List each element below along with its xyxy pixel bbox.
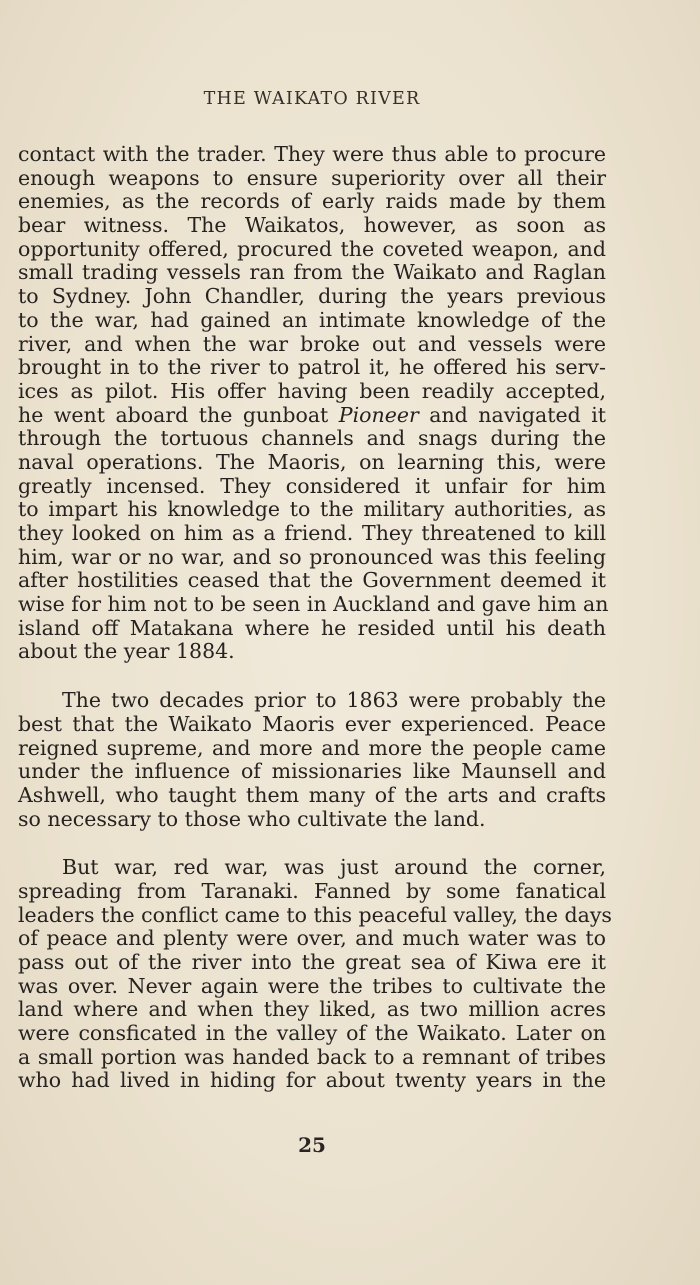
text-line: contact with the trader. They were thus able to procure	[18, 142, 606, 166]
paragraph-3	[18, 855, 612, 1093]
paragraph-gap	[18, 831, 606, 856]
text-line: to impart his knowledge to the military authorities, as	[18, 497, 606, 522]
ship-name: Pioneer	[338, 402, 419, 427]
text-line-first: The two decades prior to 1863 were probably the	[62, 688, 606, 713]
paragraph-2	[18, 689, 606, 831]
text-line-last: about the year 1884.	[18, 639, 235, 664]
text-line: island off Matakana where he resided until his death	[18, 615, 606, 640]
page-number: 25	[298, 1133, 326, 1157]
text-line-first: But war, red war, was just around the corner,	[62, 855, 606, 880]
text-line: bear witness. The Waikatos, however, as soon as	[18, 213, 606, 238]
text-line-last: so necessary to those who cultivate the land.	[18, 806, 486, 831]
text-line: to the war, had gained an intimate knowledge of the	[18, 307, 606, 332]
text-line: reigned supreme, and more and more the people came	[18, 735, 606, 760]
text-line: him, war or no war, and so pronounced was this feeling	[18, 544, 606, 569]
paragraph-1	[18, 142, 609, 664]
text-line: land where and when they liked, as two million acres	[18, 997, 606, 1022]
text-line: was over. Never again were the tribes to cultivate the	[18, 973, 606, 998]
text-line: a small portion was handed back to a remnant of tribes	[18, 1044, 606, 1069]
text-line: enemies, as the records of early raids made by them	[18, 189, 606, 214]
text-line: greatly incensed. They considered it unfair for him	[18, 473, 606, 498]
text-line: Ashwell, who taught them many of the arts and crafts	[18, 782, 606, 807]
text-line: through the tortuous channels and snags during the	[18, 426, 606, 451]
text-line: spreading from Taranaki. Fanned by some fanatical	[18, 878, 606, 903]
text-line: of peace and plenty were over, and much water was to	[18, 926, 606, 951]
text-line: naval operations. The Maoris, on learning this, were	[18, 449, 606, 474]
book-page	[18, 0, 612, 1285]
text-line: wise for him not to be seen in Auckland and gave him an	[18, 592, 609, 617]
text-line: to Sydney. John Chandler, during the years previous	[18, 284, 606, 309]
text-line-with-ship-name: he went aboard the gunboat Pioneer and navigated it	[18, 402, 606, 427]
text-line: river, and when the war broke out and vessels were	[18, 331, 606, 356]
text-line: best that the Waikato Maoris ever experienced. Peace	[18, 711, 606, 736]
text-line: who had lived in hiding for about twenty years in the	[18, 1068, 606, 1093]
text-line: brought in to the river to patrol it, he offered his serv-	[18, 355, 606, 380]
text-line: ices as pilot. His offer having been readily accepted,	[18, 378, 606, 403]
text-line: opportunity offered, procured the coveted weapon, and	[18, 236, 606, 261]
text-line: were consficated in the valley of the Waikato. Later on	[18, 1021, 606, 1046]
body-text	[18, 142, 612, 1093]
text-line: under the influence of missionaries like Maunsell and	[18, 759, 606, 784]
text-line: leaders the conflict came to this peaceful valley, the days	[18, 902, 612, 927]
text-line: enough weapons to ensure superiority over all their	[18, 165, 606, 190]
paragraph-gap	[18, 664, 606, 689]
text-line: small trading vessels ran from the Waikato and Raglan	[18, 260, 606, 285]
text-line: they looked on him as a friend. They threatened to kill	[18, 521, 606, 545]
running-head: THE WAIKATO RIVER	[203, 89, 421, 109]
text-line: pass out of the river into the great sea of Kiwa ere it	[18, 950, 606, 974]
text-line: after hostilities ceased that the Government deemed it	[18, 568, 606, 593]
